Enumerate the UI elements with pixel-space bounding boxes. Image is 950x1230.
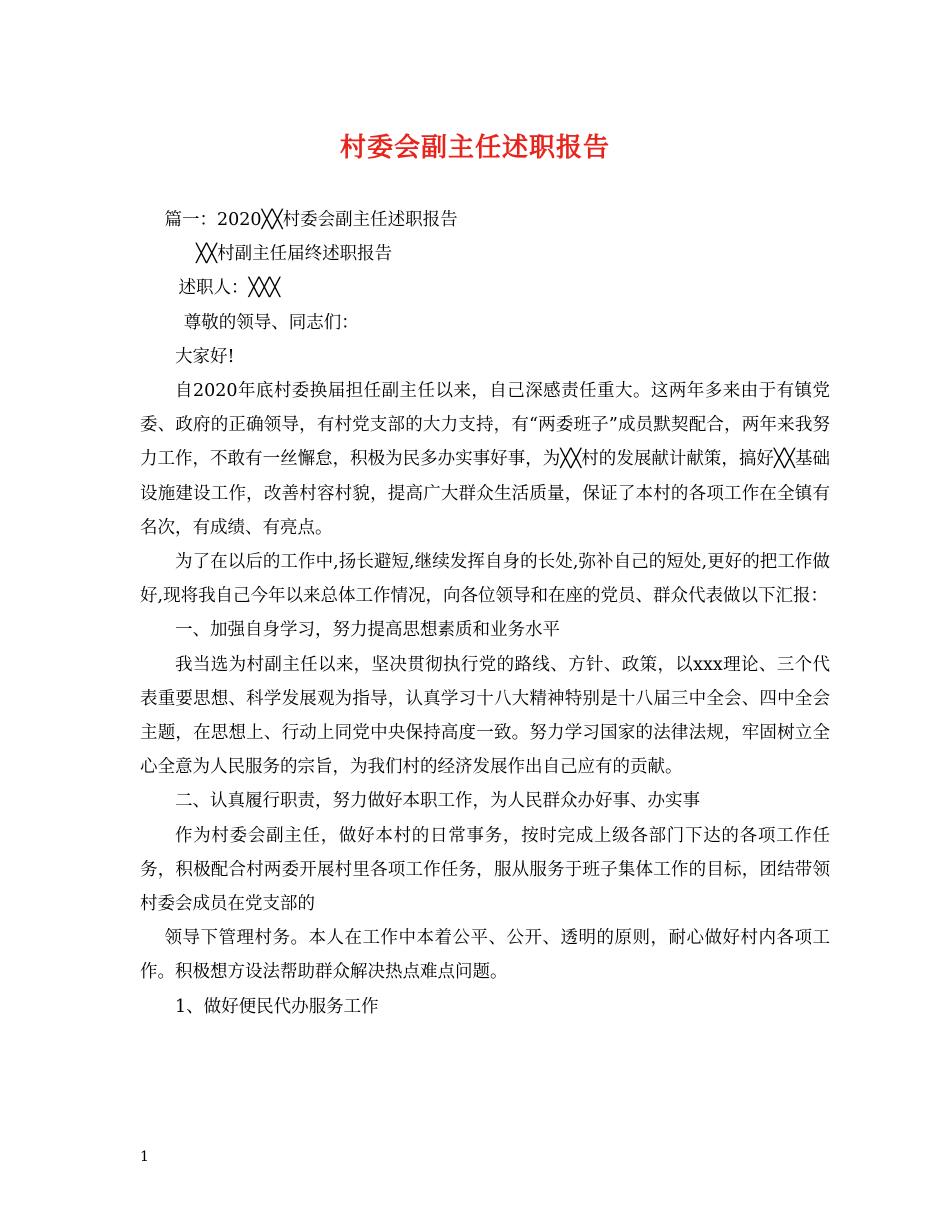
report-subtitle: ╳╳村副主任届终述职报告	[196, 244, 393, 265]
paragraph-duties: 作为村委会副主任，做好本村的日常事务，按时完成上级各部门下达的各项工作任务，积极配合村两委开展村里各项工作任务，服从服务于班子集体工作的目标，团结带领村委会成员在党支部的	[140, 825, 830, 915]
document-body	[140, 203, 830, 1024]
salutation: 尊敬的领导、同志们：	[183, 312, 359, 333]
paragraph-study: 我当选为村副主任以来，坚决贯彻执行党的路线、方针、政策，以xxx理论、三个代表重要思想、科学发展观为指导，认真学习十八大精神特别是十八届三中全会、四中全会主题，在思想上、行动上同党中央保持高度一致。努力学习国家的法律法规，牢固树立全心全意为人民服务的宗旨，为我们村的经济发展作出自己应有的贡献。	[140, 654, 830, 778]
document-title: 村委会副主任述职报告	[339, 133, 610, 163]
subsection-heading-1: 1、做好便民代办服务工作	[175, 996, 379, 1017]
section-heading-one: 一、加强自身学习，努力提高思想素质和业务水平	[175, 620, 560, 641]
greeting: 大家好!	[175, 346, 235, 367]
section-heading-part-one: 篇一：2020╳╳村委会副主任述职报告	[164, 210, 458, 230]
paragraph-intro: 自2020年底村委换届担任副主任以来，自己深感责任重大。这两年多来由于有镇党委、政府的正确领导，有村党支部的大力支持，有“两委班子”成员默契配合，两年来我努力工作，不敢有一丝懈怠，积极为民多办实事好事，为╳╳村的发展献计献策，搞好╳╳基础设施建设工作，改善村容村貌，提高广大群众生活质量，保证了本村的各项工作在全镇有名次，有成绩、有亮点。	[140, 381, 830, 538]
section-heading-two: 二、认真履行职责，努力做好本职工作，为人民群众办好事、办实事	[175, 791, 700, 812]
reporter-line: 述职人：╳╳╳	[178, 278, 281, 299]
paragraph-village-affairs: 领导下管理村务。本人在工作中本着公平、公开、透明的原则，耐心做好村内各项工作。积极想方设法帮助群众解决热点难点问题。	[140, 928, 830, 983]
paragraph-purpose: 为了在以后的工作中,扬长避短,继续发挥自身的长处,弥补自己的短处,更好的把工作做好,现将我自己今年以来总体工作情况，向各位领导和在座的党员、群众代表做以下汇报：	[140, 552, 830, 607]
page-number: 1	[140, 1149, 149, 1165]
